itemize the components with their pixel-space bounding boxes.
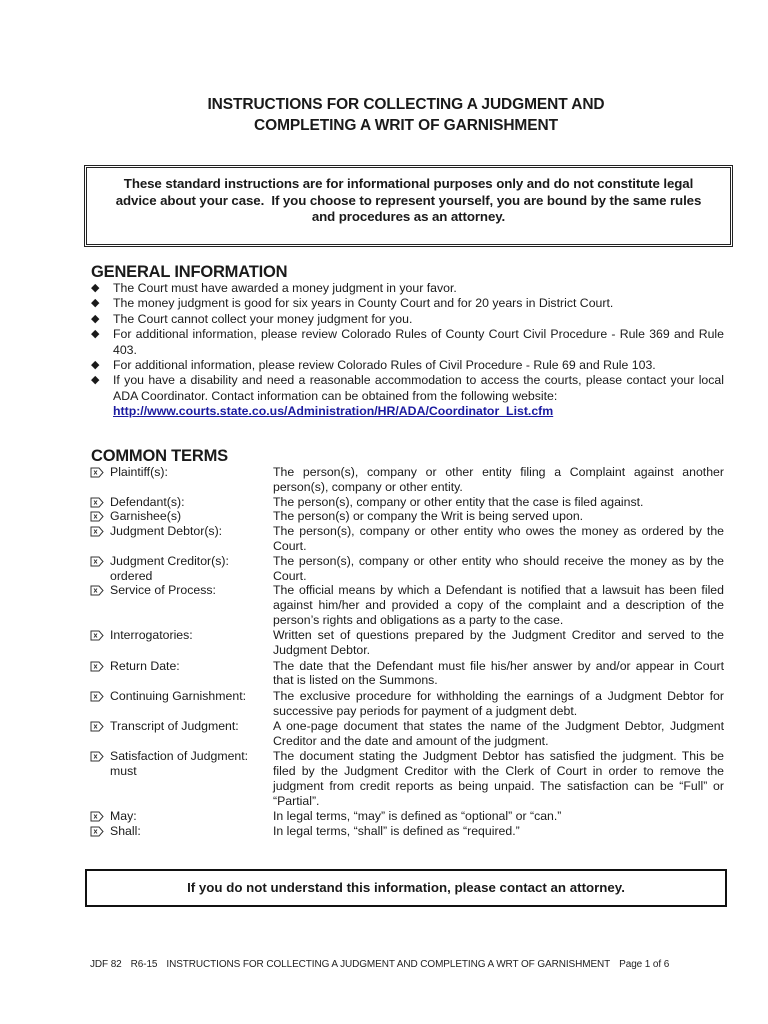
- term-label-line-1: Satisfaction of Judgment:: [110, 749, 249, 764]
- title-line-2: COMPLETING A WRIT OF GARNISHMENT: [254, 117, 558, 134]
- general-information-heading: GENERAL INFORMATION: [91, 263, 288, 281]
- term-definition: The person(s), company or other entity who owes the money as ordered by the Court.: [273, 524, 724, 553]
- diamond-bullet-icon: ◆: [91, 282, 100, 294]
- footer-revision: R6-15: [130, 959, 158, 970]
- disclaimer-box: [84, 165, 733, 247]
- term-label: May:: [110, 808, 137, 823]
- list-item: [90, 312, 724, 327]
- list-item: [90, 327, 724, 358]
- diamond-bullet-icon: ◆: [91, 312, 100, 325]
- term-label: Service of Process:: [110, 583, 216, 598]
- term-definition: The person(s), company or other entity who should receive the money as by the Court.: [273, 553, 724, 583]
- term-label: [108, 749, 273, 808]
- term-row: [90, 824, 724, 839]
- list-item-text: For additional information, please review Colorado Rules of County Court Civil Procedure - Rule 369 and Rule 403.: [113, 327, 724, 357]
- term-definition: The person(s), company or other entity that the case is filed against.: [273, 494, 644, 509]
- term-definition: The exclusive procedure for withholding the earnings of a Judgment Debtor for successive pay periods for payment of a judgment debt.: [273, 688, 724, 718]
- boxed-arrow-bullet-icon: [90, 465, 108, 495]
- common-terms-heading: COMMON TERMS: [91, 447, 228, 465]
- term-row: [90, 554, 724, 584]
- term-row: [90, 524, 724, 554]
- term-label: Plaintiff(s):: [110, 465, 168, 479]
- footer-title: INSTRUCTIONS FOR COLLECTING A JUDGMENT AND COMPLETING A WRT OF GARNISHMENT: [166, 959, 611, 970]
- list-item: [90, 296, 724, 311]
- disclaimer-line-2: advice about your case. If you choose to represent yourself, you are bound by the same rules: [115, 192, 702, 208]
- term-row: [90, 628, 724, 658]
- boxed-arrow-bullet-icon: [90, 509, 108, 524]
- term-label: Judgment Debtor(s):: [110, 524, 223, 539]
- term-definition: In legal terms, “shall” is defined as “required.”: [273, 823, 520, 838]
- footer-form-id: JDF 82: [90, 959, 122, 970]
- list-item: [90, 373, 724, 419]
- boxed-arrow-bullet-icon: [90, 719, 108, 749]
- term-label-line-1: Judgment Creditor(s):: [110, 553, 229, 568]
- term-row: [90, 719, 724, 749]
- term-definition: The document stating the Judgment Debtor has satisfied the judgment. This be filed by the Judgment Creditor with the Clerk of Court in order to remove the judgment from credit reports as being unpaid. The satisfaction can be “Full” or “Partial”.: [273, 749, 724, 808]
- term-row: [90, 583, 724, 627]
- list-item-text: The money judgment is good for six years in County Court and for 20 years in District Court.: [113, 296, 614, 311]
- list-item: [90, 281, 724, 296]
- diamond-bullet-icon: ◆: [91, 374, 100, 387]
- boxed-arrow-bullet-icon: [90, 809, 108, 824]
- term-row: [90, 495, 724, 510]
- list-item-text: If you have a disability and need a reasonable accommodation to access the courts, please contact your local ADA Coordinator. Contact information can be obtained from the following website:: [113, 373, 724, 403]
- term-label-line-2: must: [110, 763, 137, 778]
- boxed-arrow-bullet-icon: [90, 749, 108, 808]
- footer-page-number: Page 1 of 6: [619, 959, 670, 970]
- term-definition: A one-page document that states the name of the Judgment Debtor, Judgment Creditor and the date and amount of the judgment.: [273, 718, 724, 748]
- term-definition: In legal terms, “may” is defined as “optional” or “can.”: [273, 808, 562, 823]
- term-label: Continuing Garnishment:: [110, 688, 247, 703]
- term-row: [90, 659, 724, 689]
- term-label: Shall:: [110, 823, 141, 838]
- boxed-arrow-bullet-icon: [90, 824, 108, 839]
- term-definition: The official means by which a Defendant is notified that a lawsuit has been filed against him/her and provided a copy of the complaint and a description of the person’s rights and obligations as a party to the case.: [273, 583, 724, 627]
- term-row: [90, 809, 724, 824]
- boxed-arrow-bullet-icon: [90, 659, 108, 689]
- common-terms-list: [90, 465, 724, 838]
- ada-coordinator-link[interactable]: http://www.courts.state.co.us/Administration/HR/ADA/Coordinator_List.cfm: [113, 404, 554, 419]
- term-definition: The person(s), company or other entity filing a Complaint against another person(s), company or other entity.: [273, 465, 724, 494]
- term-label: Defendant(s):: [110, 494, 185, 509]
- boxed-arrow-bullet-icon: [90, 628, 108, 658]
- term-row: [90, 509, 724, 524]
- disclaimer-line-1: These standard instructions are for informational purposes only and do not constitute legal: [123, 176, 694, 191]
- boxed-arrow-bullet-icon: [90, 495, 108, 510]
- term-label: Transcript of Judgment:: [110, 718, 239, 733]
- general-information-list: [90, 281, 724, 420]
- term-label: Return Date:: [110, 658, 180, 673]
- term-row: [90, 465, 724, 495]
- term-definition: The person(s) or company the Writ is being served upon.: [273, 509, 584, 524]
- title-line-1: INSTRUCTIONS FOR COLLECTING A JUDGMENT AND: [207, 96, 605, 113]
- term-label-line-2: ordered: [110, 568, 153, 583]
- attorney-notice-box: If you do not understand this information, please contact an attorney.: [85, 869, 727, 907]
- page-title: [0, 94, 768, 136]
- page-footer: [90, 959, 678, 970]
- term-label: Interrogatories:: [110, 628, 193, 643]
- term-definition: The date that the Defendant must file his/her answer by and/or appear in Court that is listed on the Summons.: [273, 658, 724, 688]
- boxed-arrow-bullet-icon: [90, 524, 108, 554]
- term-definition: Written set of questions prepared by the Judgment Creditor and served to the Judgment Debtor.: [273, 628, 724, 658]
- boxed-arrow-bullet-icon: [90, 554, 108, 584]
- diamond-bullet-icon: ◆: [91, 328, 100, 341]
- disclaimer-line-3: and procedures as an attorney.: [311, 209, 506, 225]
- term-label: [108, 554, 273, 584]
- diamond-bullet-icon: ◆: [91, 297, 100, 310]
- list-item: [90, 358, 724, 373]
- boxed-arrow-bullet-icon: [90, 689, 108, 719]
- list-item-text: The Court cannot collect your money judgment for you.: [113, 311, 413, 326]
- list-item-text: For additional information, please review Colorado Rules of Civil Procedure - Rule 69 and Rule 103.: [113, 358, 656, 373]
- term-row: [90, 689, 724, 719]
- diamond-bullet-icon: ◆: [91, 359, 100, 372]
- term-row: [90, 749, 724, 808]
- boxed-arrow-bullet-icon: [90, 583, 108, 627]
- term-label: Garnishee(s): [110, 509, 182, 524]
- list-item-text: The Court must have awarded a money judgment in your favor.: [113, 281, 457, 295]
